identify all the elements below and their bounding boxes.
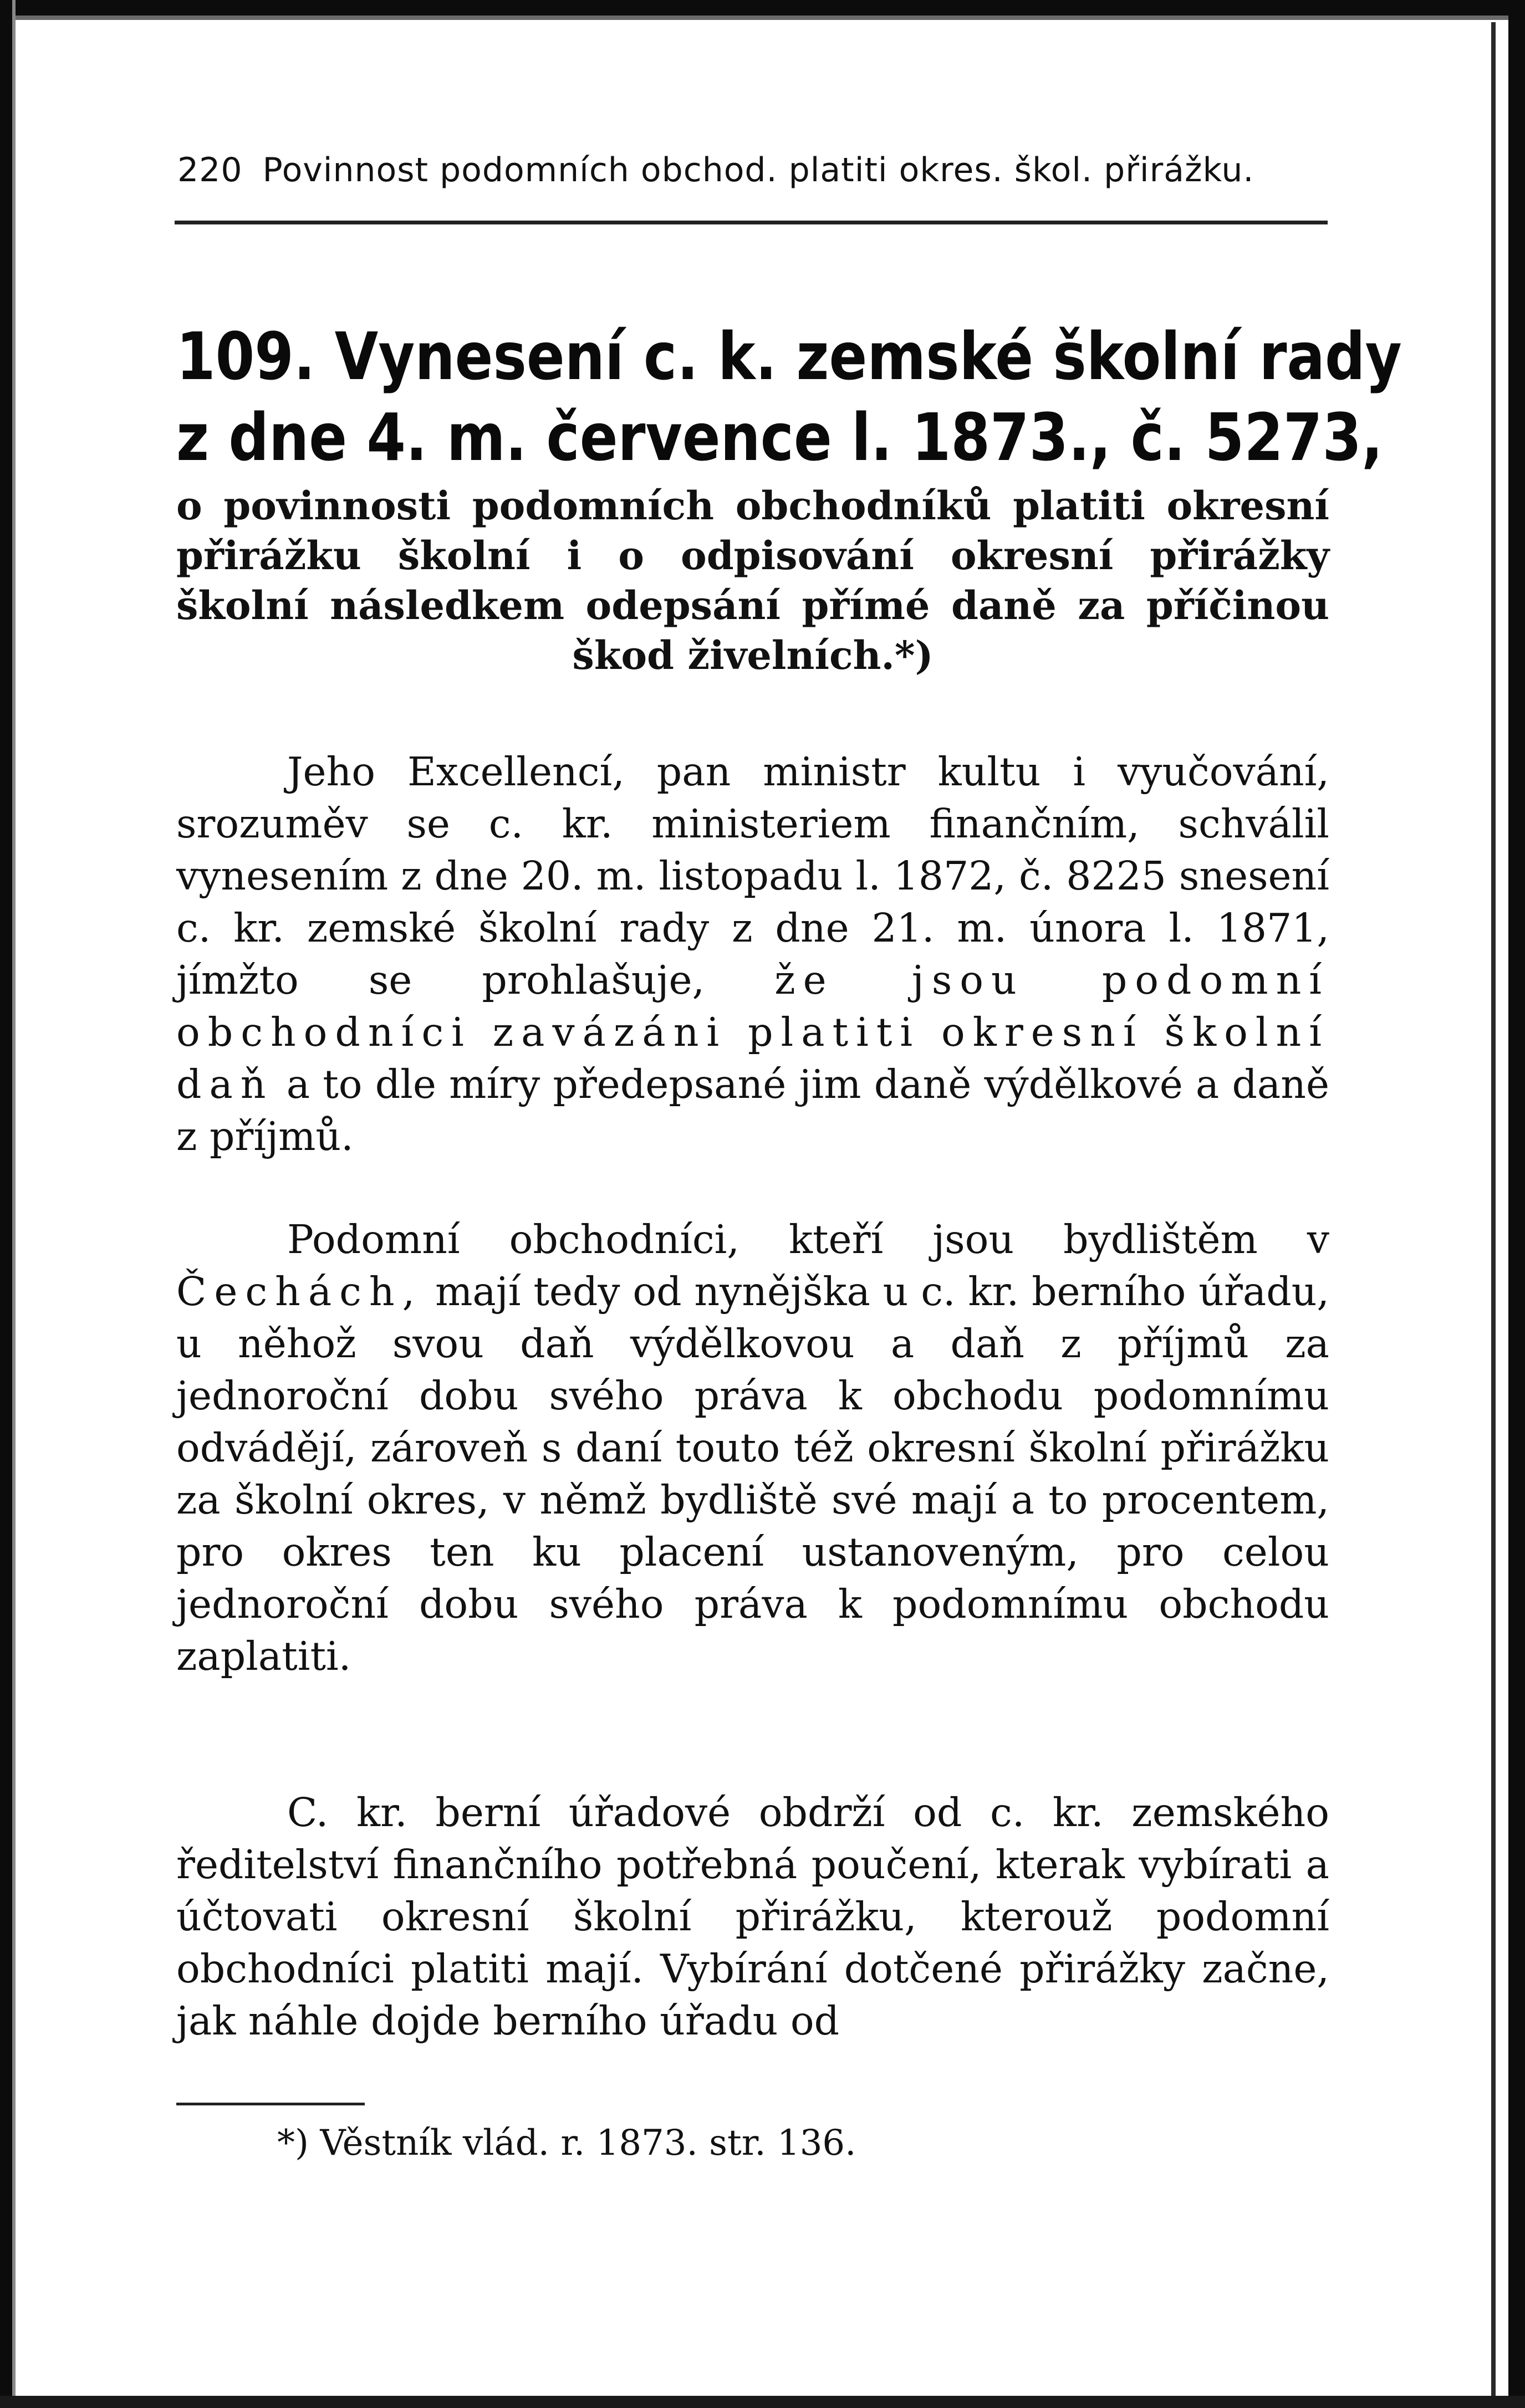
- footnote: *) Věstník vlád. r. 1873. str. 136.: [277, 2123, 856, 2164]
- paragraph-3: C. kr. berní úřadové obdrží od c. kr. zemského ředitelství finančního potřebná poučení, kterak vybírati a účtovati okresní školní přirážku, kterouž podomní obchodníci platiti mají. Vybírání dotčené přirážky začne, jak náhle dojde berního úřadu od: [176, 1790, 1329, 2044]
- page-number: 220: [177, 151, 243, 190]
- document-title: [176, 316, 1402, 478]
- title-line-1: 109. Vynesení c. k. zemské školní rady: [176, 318, 1402, 395]
- paragraph-2-text: Podomní obchodníci, kteří jsou bydlištěm v: [287, 1216, 1329, 1262]
- document-subtitle: o povinnosti podomních obchodníků platiti okresní přirážku školní i o odpisování okresní přirážky školní následkem odepsání přímé daně za příčinou škod živelních.*): [176, 483, 1329, 678]
- running-title: Povinnost podomních obchod. platiti okres. škol. přirážku.: [262, 151, 1254, 190]
- paragraph-1-text-end: a to dle míry předepsané jim daně výdělkové a daně z příjmů.: [176, 1061, 1329, 1159]
- running-header: [177, 151, 1325, 190]
- paragraph-1-text: Jeho Excellencí, pan ministr kultu i vyučování, srozuměv se c. kr. ministeriem finančním, schválil vynesením z dne 20. m. listopadu l. 1872, č. 8225 snesení c. kr. zemské školní rady z dne 21. m. února l. 1871, jímžto se prohlašuje,: [176, 749, 1329, 1003]
- scan-edge-left: [0, 0, 12, 2408]
- paragraph-1-emphasis: že jsou podomní obchodníci zavázáni platiti okresní školní daň: [176, 957, 1329, 1107]
- paragraph-1: [176, 746, 1329, 1163]
- paragraph-2-text-end: mají tedy od nynějška u c. kr. berního úřadu, u něhož svou daň výdělkovou a daň z příjmů za jednoroční dobu svého práva k obchodu podomnímu odvádějí, zároveň s daní touto též okresní školní přirážku za školní okres, v němž bydliště své mají a to procentem, pro okres ten ku placení ustanoveným, pro celou jednoroční dobu svého práva k podomnímu obchodu zaplatiti.: [176, 1269, 1329, 1679]
- footnote-rule: [176, 2103, 365, 2105]
- scan-edge-left-shade: [12, 0, 16, 2408]
- scan-edge-top: [0, 0, 1525, 16]
- paragraph-2: [176, 1214, 1329, 1683]
- header-rule: [175, 221, 1328, 224]
- title-line-2: z dne 4. m. července l. 1873., č. 5273,: [176, 399, 1383, 476]
- scan-edge-right: [1508, 0, 1525, 2408]
- scan-edge-top-shade: [0, 16, 1525, 20]
- page-edge-right: [1491, 22, 1496, 2408]
- paragraph-2-emphasis: Čechách,: [176, 1269, 423, 1315]
- scan-edge-bottom: [0, 2396, 1525, 2408]
